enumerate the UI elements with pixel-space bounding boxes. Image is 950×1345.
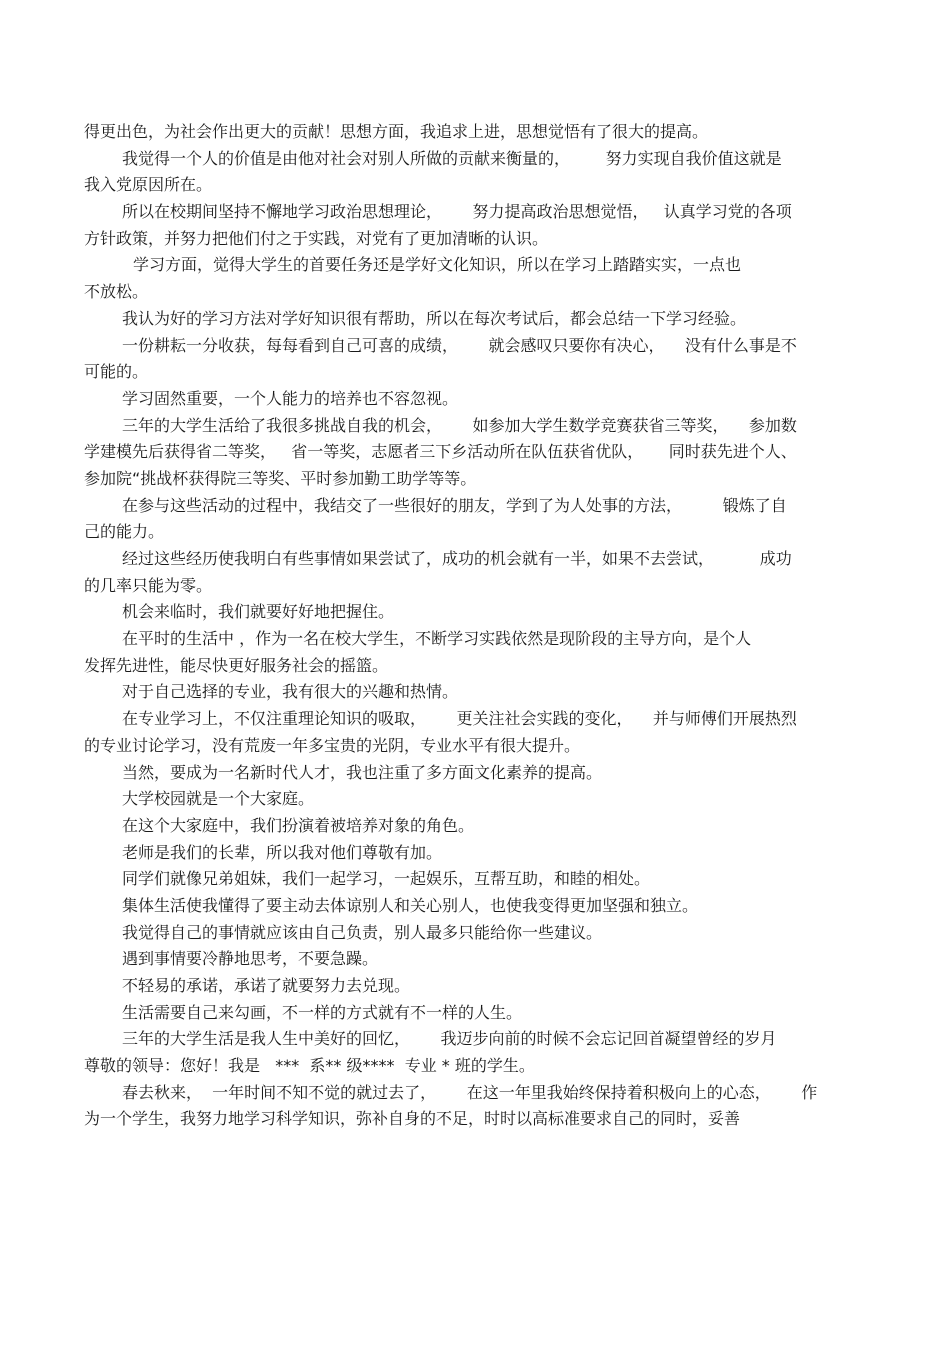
- text-line: 机会来临时，我们就要好好地把握住。: [122, 602, 395, 622]
- text-line: 得更出色，为社会作出更大的贡献！思想方面，我追求上进，思想觉悟有了很大的提高。: [84, 122, 709, 141]
- text-line: 我认为好的学习方法对学好知识很有帮助，所以在每次考试后，都会总结一下学习经验。: [122, 308, 747, 328]
- text-line: 春去秋来， 一年时间不知不觉的就过去了， 在这一年里我始终保持着积极向上的心态， 作: [122, 1082, 818, 1102]
- text-line: 不放松。: [84, 282, 149, 302]
- text-line: 老师是我们的长辈，所以我对他们尊敬有加。: [122, 842, 443, 862]
- text-line: 学习固然重要，一个人能力的培养也不容忽视。: [122, 388, 459, 408]
- text-line: 参加院“挑战杯获得院三等奖、平时参加勤工助学等等。: [84, 468, 477, 488]
- text-line: 经过这些经历使我明白有些事情如果尝试了，成功的机会就有一半，如果不去尝试， 成功: [122, 549, 792, 568]
- text-line: 我觉得自己的事情就应该由自己负责，别人最多只能给你一些建议。: [122, 922, 603, 942]
- text-line: 对于自己选择的专业，我有很大的兴趣和热情。: [122, 682, 459, 702]
- text-line: 大学校园就是一个大家庭。: [122, 789, 315, 809]
- text-line: 三年的大学生活是我人生中美好的回忆， 我迈步向前的时候不会忘记回首凝望曾经的岁月: [122, 1029, 777, 1049]
- text-line: 遇到事情要冷静地思考，不要急躁。: [122, 949, 379, 969]
- text-line: 在平时的生活中 ，作为一名在校大学生，不断学习实践依然是现阶段的主导方向，是个人: [122, 629, 752, 649]
- text-line: 可能的。: [84, 362, 149, 382]
- text-line: 当然，要成为一名新时代人才，我也注重了多方面文化素养的提高。: [122, 762, 603, 782]
- document-body: [84, 119, 874, 1133]
- text-line: 在这个大家庭中，我们扮演着被培养对象的角色。: [122, 815, 475, 835]
- text-line: 学建模先后获得省二等奖， 省一等奖，志愿者三下乡活动所在队伍获省优队， 同时获先进个人、: [84, 442, 797, 462]
- text-line: 同学们就像兄弟姐妹，我们一起学习，一起娱乐，互帮互助，和睦的相处。: [122, 869, 651, 889]
- text-line: 不轻易的承诺，承诺了就要努力去兑现。: [122, 976, 411, 995]
- text-line: 一份耕耘一分收获，每每看到自己可喜的成绩， 就会感叹只要你有决心， 没有什么事是不: [122, 335, 797, 355]
- text-line: 的几率只能为零。: [84, 575, 213, 595]
- text-line: 在专业学习上，不仅注重理论知识的吸取， 更关注社会实践的变化， 并与师傅们开展热烈: [122, 709, 797, 729]
- text-line: 学习方面，觉得大学生的首要任务还是学好文化知识，所以在学习上踏踏实实，一点也: [133, 255, 742, 275]
- text-line: 我觉得一个人的价值是由他对社会对别人所做的贡献来衡量的， 努力实现自我价值这就是: [122, 148, 782, 168]
- text-line: 三年的大学生活给了我很多挑战自我的机会， 如参加大学生数学竞赛获省三等奖， 参加数: [122, 415, 797, 435]
- text-line: 在参与这些活动的过程中，我结交了一些很好的朋友，学到了为人处事的方法， 锻炼了自: [122, 495, 787, 515]
- text-line: 集体生活使我懂得了要主动去体谅别人和关心别人，也使我变得更加坚强和独立。: [122, 895, 699, 915]
- text-line: 尊敬的领导：您好！我是 *** 系** 级**** 专业 * 班的学生。: [84, 1056, 535, 1076]
- text-line: 生活需要自己来勾画，不一样的方式就有不一样的人生。: [122, 1002, 523, 1022]
- text-line: 为一个学生，我努力地学习科学知识，弥补自身的不足，时时以高标准要求自己的同时，妥善: [84, 1109, 741, 1129]
- text-line: 方针政策，并努力把他们付之于实践，对党有了更加清晰的认识。: [84, 228, 549, 248]
- text-line: 发挥先进性，能尽快更好服务社会的摇篮。: [84, 655, 389, 675]
- text-line: 所以在校期间坚持不懈地学习政治思想理论， 努力提高政治思想觉悟， 认真学习党的各项: [122, 202, 792, 222]
- text-line: 己的能力。: [84, 522, 165, 542]
- text-line: 的专业讨论学习，没有荒废一年多宝贵的光阴，专业水平有很大提升。: [84, 735, 581, 755]
- text-line: 我入党原因所在。: [84, 175, 213, 195]
